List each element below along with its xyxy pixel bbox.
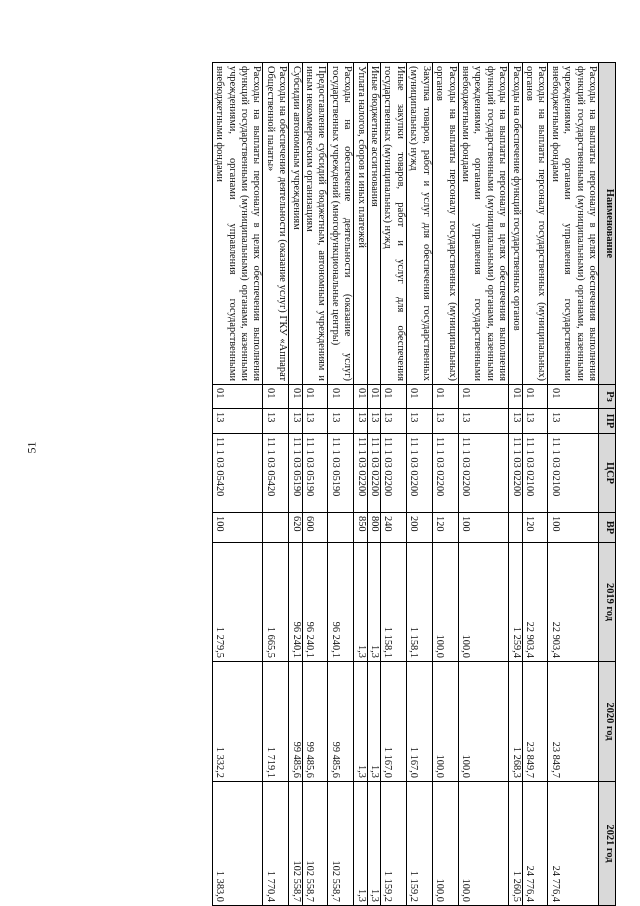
row-csr: 11 1 03 02200 <box>432 434 458 513</box>
row-pr: 13 <box>354 409 367 434</box>
row-2020: 1 167,0 <box>406 662 432 782</box>
row-pr: 13 <box>406 409 432 434</box>
table-row <box>354 63 367 906</box>
row-pr: 13 <box>328 409 354 434</box>
row-csr: 11 1 03 02100 <box>548 434 599 513</box>
row-vr: 100 <box>548 513 599 543</box>
row-csr: 11 1 03 02200 <box>458 434 509 513</box>
row-2019: 1 158,1 <box>406 543 432 662</box>
row-2021: 100,0 <box>458 782 509 906</box>
row-2021: 1,3 <box>354 782 367 906</box>
row-2020: 1 167,0 <box>381 662 407 782</box>
row-csr: 11 1 03 02200 <box>367 434 380 513</box>
row-name: Расходы на выплаты персоналу государственных (муниципальных) органов <box>432 63 458 385</box>
header-2020: 2020 год <box>599 662 616 782</box>
row-rz: 01 <box>328 385 354 409</box>
row-2021: 1 383,0 <box>212 782 263 906</box>
header-csr: ЦСР <box>599 434 616 513</box>
table-row <box>302 63 328 906</box>
row-vr: 100 <box>458 513 509 543</box>
table-row <box>263 63 289 906</box>
row-csr: 11 1 03 05190 <box>302 434 328 513</box>
row-2019: 1 259,4 <box>509 543 522 662</box>
row-name: Иные закупки товаров, работ и услуг для обеспечения государственных (муниципальных) нужд <box>381 63 407 385</box>
row-rz: 01 <box>458 385 509 409</box>
row-2019: 1 279,5 <box>212 543 263 662</box>
row-vr: 600 <box>302 513 328 543</box>
row-pr: 13 <box>381 409 407 434</box>
table-row <box>548 63 599 906</box>
row-rz: 01 <box>432 385 458 409</box>
row-name: Расходы на выплаты персоналу в целях обеспечения выполнения функций государственными (муниципальными) органами, казенными учреждениями, органами управления государственными внебюджетными фондами <box>548 63 599 385</box>
row-name: Субсидии автономным учреждениям <box>289 63 302 385</box>
row-vr: 620 <box>289 513 302 543</box>
row-pr: 13 <box>548 409 599 434</box>
row-csr: 11 1 03 05190 <box>328 434 354 513</box>
page-number: 51 <box>24 441 39 454</box>
table-row <box>367 63 380 906</box>
budget-table <box>212 62 616 906</box>
table-row <box>289 63 302 906</box>
row-name: Закупка товаров, работ и услуг для обеспечения государственных (муниципальных) нужд <box>406 63 432 385</box>
row-2020: 100,0 <box>432 662 458 782</box>
row-2020: 1 332,2 <box>212 662 263 782</box>
row-pr: 13 <box>302 409 328 434</box>
table-row <box>509 63 522 906</box>
row-vr: 850 <box>354 513 367 543</box>
row-pr: 13 <box>458 409 509 434</box>
row-2020: 99 485,6 <box>302 662 328 782</box>
header-2019: 2019 год <box>599 543 616 662</box>
table-row <box>328 63 354 906</box>
table-header-row <box>599 63 616 906</box>
row-rz: 01 <box>509 385 522 409</box>
row-csr: 11 1 03 05190 <box>289 434 302 513</box>
row-2019: 100,0 <box>458 543 509 662</box>
row-csr: 11 1 03 02200 <box>406 434 432 513</box>
row-rz: 01 <box>522 385 548 409</box>
row-rz: 01 <box>302 385 328 409</box>
rotated-table-wrapper <box>86 62 616 905</box>
header-rz: Рз <box>599 385 616 409</box>
row-2021: 100,0 <box>432 782 458 906</box>
row-csr: 11 1 03 05420 <box>263 434 289 513</box>
header-pr: ПР <box>599 409 616 434</box>
row-pr: 13 <box>367 409 380 434</box>
table-row <box>522 63 548 906</box>
row-2020: 1,3 <box>354 662 367 782</box>
row-2020: 23 849,7 <box>548 662 599 782</box>
row-rz: 01 <box>381 385 407 409</box>
row-pr: 13 <box>509 409 522 434</box>
row-2019: 96 240,1 <box>328 543 354 662</box>
row-2021: 1 260,5 <box>509 782 522 906</box>
row-vr: 800 <box>367 513 380 543</box>
row-2020: 100,0 <box>458 662 509 782</box>
row-pr: 13 <box>289 409 302 434</box>
row-rz: 01 <box>289 385 302 409</box>
row-vr <box>509 513 522 543</box>
row-pr: 13 <box>212 409 263 434</box>
row-2021: 102 558,7 <box>289 782 302 906</box>
row-name: Расходы на обеспечение функций государственных органов <box>509 63 522 385</box>
row-csr: 11 1 03 02200 <box>381 434 407 513</box>
row-name: Иные бюджетные ассигнования <box>367 63 380 385</box>
row-pr: 13 <box>522 409 548 434</box>
table-row <box>432 63 458 906</box>
row-2019: 100,0 <box>432 543 458 662</box>
header-2021: 2021 год <box>599 782 616 906</box>
row-vr: 120 <box>432 513 458 543</box>
row-2021: 1 770,4 <box>263 782 289 906</box>
row-name: Расходы на обеспечение деятельности (оказание услуг) государственных учреждений (многофункциональные центры) <box>328 63 354 385</box>
row-vr <box>263 513 289 543</box>
row-2020: 1 268,3 <box>509 662 522 782</box>
table-row <box>458 63 509 906</box>
row-pr: 13 <box>432 409 458 434</box>
row-2020: 99 485,6 <box>328 662 354 782</box>
row-2020: 23 849,7 <box>522 662 548 782</box>
row-2020: 1 719,1 <box>263 662 289 782</box>
row-name: Уплата налогов, сборов и иных платежей <box>354 63 367 385</box>
row-2021: 1,3 <box>367 782 380 906</box>
row-rz: 01 <box>354 385 367 409</box>
row-2021: 1 159,2 <box>381 782 407 906</box>
row-name: Расходы на обеспечение деятельности (оказание услуг) ГКУ «Аппарат Общественной палаты» <box>263 63 289 385</box>
header-name: Наименование <box>599 63 616 385</box>
row-2019: 96 240,1 <box>289 543 302 662</box>
row-2019: 1,3 <box>367 543 380 662</box>
row-name: Расходы на выплаты персоналу в целях обеспечения выполнения функций государственными (муниципальными) органами, казенными учреждениями, органами управления государственными внебюджетными фондами <box>212 63 263 385</box>
row-vr: 120 <box>522 513 548 543</box>
row-rz: 01 <box>548 385 599 409</box>
table-row <box>381 63 407 906</box>
row-vr: 240 <box>381 513 407 543</box>
row-2019: 1,3 <box>354 543 367 662</box>
row-2021: 102 558,7 <box>328 782 354 906</box>
row-name: Предоставление субсидий бюджетным, автономным учреждениям и иным некоммерческим организациям <box>302 63 328 385</box>
row-rz: 01 <box>367 385 380 409</box>
row-rz: 01 <box>406 385 432 409</box>
table-row <box>212 63 263 906</box>
row-rz: 01 <box>263 385 289 409</box>
row-2019: 22 903,4 <box>548 543 599 662</box>
row-2019: 22 903,4 <box>522 543 548 662</box>
row-csr: 11 1 03 02200 <box>354 434 367 513</box>
row-csr: 11 1 03 02200 <box>509 434 522 513</box>
row-2020: 99 485,6 <box>289 662 302 782</box>
row-2021: 102 558,7 <box>302 782 328 906</box>
row-rz: 01 <box>212 385 263 409</box>
row-name: Расходы на выплаты персоналу в целях обеспечения выполнения функций государственными (муниципальными) органами, казенными учреждениями, органами управления государственными внебюджетными фондами <box>458 63 509 385</box>
row-2021: 24 776,4 <box>548 782 599 906</box>
row-name: Расходы на выплаты персоналу государственных (муниципальных) органов <box>522 63 548 385</box>
row-2019: 1 665,5 <box>263 543 289 662</box>
row-pr: 13 <box>263 409 289 434</box>
row-csr: 11 1 03 05420 <box>212 434 263 513</box>
row-2019: 96 240,1 <box>302 543 328 662</box>
row-vr <box>328 513 354 543</box>
header-vr: ВР <box>599 513 616 543</box>
table-row <box>406 63 432 906</box>
row-csr: 11 1 03 02100 <box>522 434 548 513</box>
row-2021: 1 159,2 <box>406 782 432 906</box>
row-2019: 1 158,1 <box>381 543 407 662</box>
row-2021: 24 776,4 <box>522 782 548 906</box>
row-vr: 200 <box>406 513 432 543</box>
row-vr: 100 <box>212 513 263 543</box>
row-2020: 1,3 <box>367 662 380 782</box>
